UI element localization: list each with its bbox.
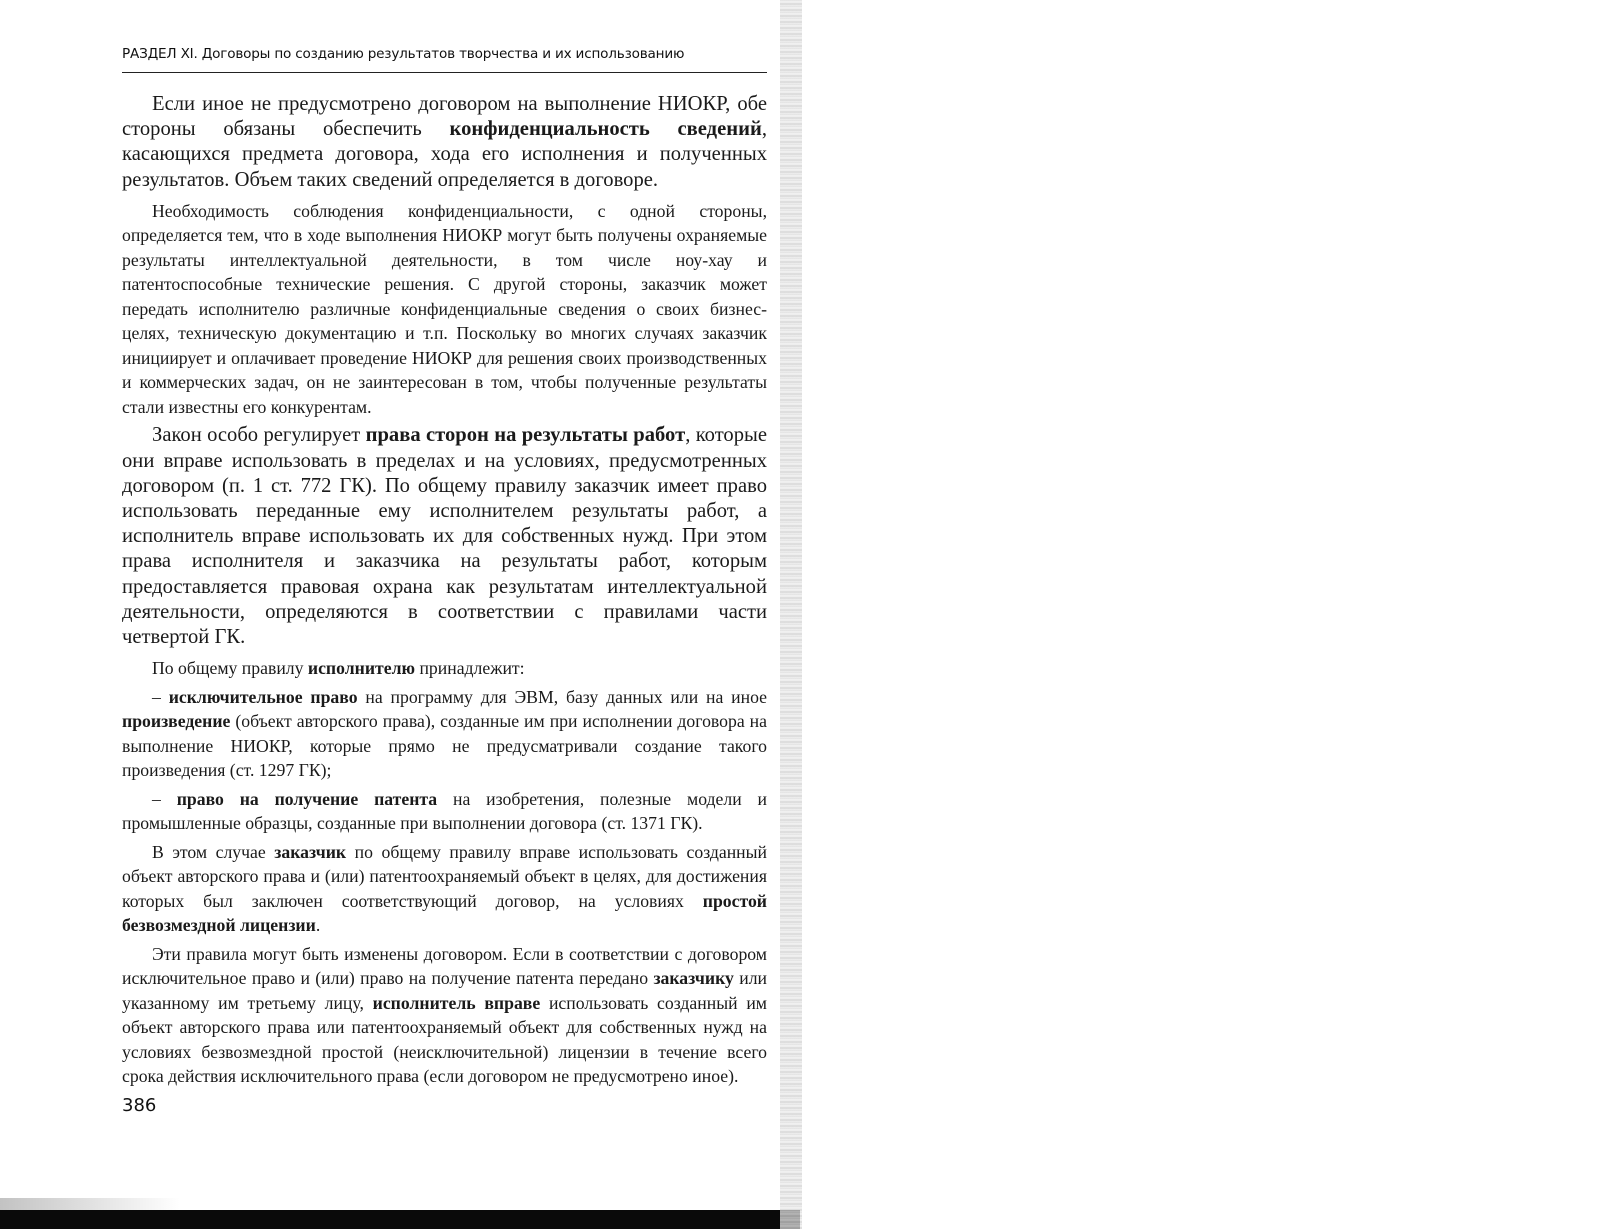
text-run: , касающихся предмета договора, хода его исполнения и полученных результатов. Объем таких сведений определяется в договоре. — [122, 118, 767, 191]
text-run: В этом случае — [152, 841, 275, 862]
paragraph — [122, 787, 767, 836]
bold-term: исполнителю — [307, 658, 416, 679]
body-text — [122, 92, 767, 1093]
text-run: – — [152, 788, 177, 809]
bold-term: исключительное право — [168, 686, 358, 707]
paragraph — [122, 92, 767, 193]
text-run: на изобретения, полезные модели и промышленные образцы, созданные при выполнении договора (ст. 1371 ГК). — [122, 788, 767, 834]
scan-spine-edge — [780, 0, 802, 1229]
bold-term: права сторон на результаты работ — [365, 424, 686, 447]
text-run: , которые они вправе использовать в пределах и на условиях, предусмотренных договором (п. 1 ст. 772 ГК). По общему правилу заказчик имеет право использовать переданные ему исполнителем результаты работ, а исполнитель вправе использовать их для собственных нужд. При этом права исполнителя и заказчика на результаты работ, которым предоставляется правовая охрана как результатам интеллектуальной деятельности, определяются в соответствии с правилами части четвертой ГК. — [122, 424, 767, 648]
text-run: . — [315, 915, 321, 936]
header-rule — [122, 72, 767, 73]
bold-term: заказчику — [653, 968, 734, 989]
bold-term: произведение — [122, 711, 231, 732]
text-run: – — [152, 686, 169, 707]
text-run: Закон особо регулирует — [152, 424, 366, 447]
text-run: на программу для ЭВМ, базу данных или на иное — [357, 686, 768, 707]
page-number: 386 — [122, 1095, 157, 1116]
text-run: По общему правилу — [152, 658, 308, 679]
paragraph — [122, 423, 767, 650]
paragraph — [122, 199, 767, 420]
text-run: использовать созданный им объект авторского права или патентоохраняемый объект для собственных нужд на условиях безвозмездной простой (неисключительной) лицензии в течение всего срока действия исключительного права (если договором не предусмотрено иное). — [122, 992, 767, 1087]
paragraph — [122, 840, 767, 938]
text-run: принадлежит: — [415, 658, 525, 679]
text-run: Необходимость соблюдения конфиденциальности, с одной стороны, определяется тем, что в ходе выполнения НИОКР могут быть получены охраняемые результаты интеллектуальной деятельности, в том числе ноу-хау и патентоспособные технические решения. С другой стороны, заказчик может передать исполнителю различные конфиденциальные сведения о своих бизнес-целях, техническую документацию и т.п. Поскольку во многих случаях заказчик инициирует и оплачивает проведение НИОКР для решения своих производственных и коммерческих задач, он не заинтересован в том, чтобы полученные результаты стали известны его конкурентам. — [122, 200, 767, 417]
text-run: по общему правилу вправе использовать созданный объект авторского права и (или) патентоохраняемый объект в целях, для достижения которых был заключен соответствующий договор, на условиях — [122, 841, 767, 911]
text-run: Если иное не предусмотрено договором на выполнение НИОКР, обе стороны обязаны обеспечить — [122, 93, 767, 141]
paragraph — [122, 656, 767, 681]
running-head: РАЗДЕЛ XI. Договоры по созданию результатов творчества и их использованию — [122, 46, 685, 62]
bold-term: исполнитель вправе — [372, 992, 541, 1013]
paragraph — [122, 685, 767, 783]
bold-term: конфиденциальность сведений — [449, 118, 762, 141]
bold-term: право на получение патента — [176, 788, 438, 809]
paragraph — [122, 942, 767, 1089]
bold-term: простой безвозмездной лицензии — [122, 890, 767, 936]
text-run: Эти правила могут быть изменены договором. Если в соответствии с договором исключительное право и (или) право на получение патента передано — [122, 943, 767, 989]
bold-term: заказчик — [274, 841, 347, 862]
text-run: или указанному им третьему лицу, — [122, 968, 767, 1013]
text-run: (объект авторского права), созданные им при исполнении договора на выполнение НИОКР, которые прямо не предусматривали создание такого произведения (ст. 1297 ГК); — [122, 711, 767, 781]
scan-bottom-edge — [0, 1210, 800, 1229]
